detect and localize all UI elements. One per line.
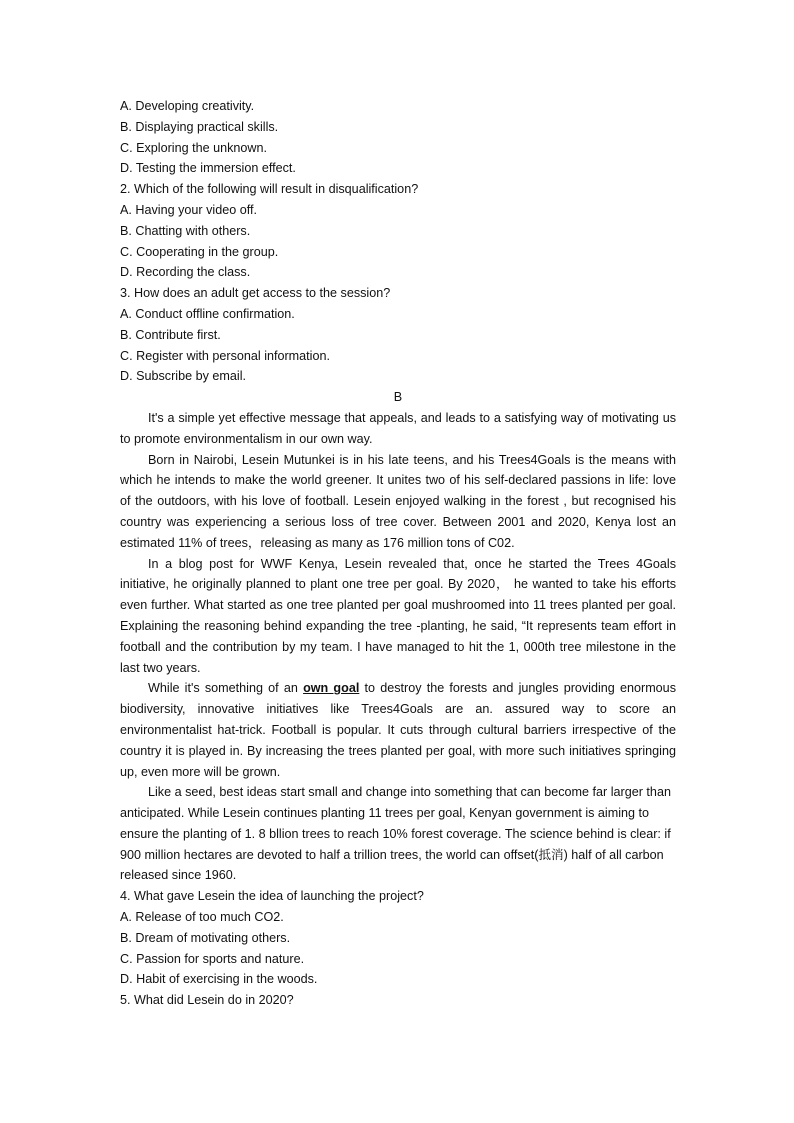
q3-option-d: D. Subscribe by email. xyxy=(120,369,246,384)
q1-option-a: A. Developing creativity. xyxy=(120,99,255,113)
paragraph-4-lead: While it's something of an xyxy=(148,681,304,696)
q2-option-b: B. Chatting with others. xyxy=(120,223,251,238)
q1-option-c: C. Exploring the unknown. xyxy=(120,140,268,155)
q2-option-d: D. Recording the class. xyxy=(120,265,251,280)
passage-b-label: B xyxy=(393,390,403,405)
q3-question: 3. How does an adult get access to the session? xyxy=(120,286,391,301)
paragraph-4-rest: to destroy the forests and jungles providing enormous biodiversity, innovative initiatives like Trees4Goals are an. assured way to score an environmentalist hat-trick. Football is popular. It cuts through cultural barriers irrespective of the country it is played in. By increasing the trees planted per goal, with more such initiatives springing up, even more will be grown. xyxy=(120,681,676,779)
q4-option-b: B. Dream of motivating others. xyxy=(120,930,291,945)
q2-option-c: C. Cooperating in the group. xyxy=(120,244,279,259)
q1-option-d: D. Testing the immersion effect. xyxy=(120,161,296,176)
page-content xyxy=(120,96,676,1011)
q3-option-b: B. Contribute first. xyxy=(120,327,221,342)
q2-question: 2. Which of the following will result in disqualification? xyxy=(120,182,419,197)
q1-option-b: B. Displaying practical skills. xyxy=(120,119,279,134)
q4-question: 4. What gave Lesein the idea of launching the project? xyxy=(120,889,424,904)
q5-question: 5. What did Lesein do in 2020? xyxy=(120,993,294,1008)
q3-option-c: C. Register with personal information. xyxy=(120,348,330,363)
q2-option-a: A. Having your video off. xyxy=(120,202,257,217)
passage-b-paragraph-1: It's a simple yet effective message that appeals, and leads to a satisfying way of motivating us to promote environmentalism in our own way. xyxy=(120,410,676,446)
passage-b-paragraph-5: Like a seed, best ideas start small and change into something that can become far larger than anticipated. While Lesein continues planting 11 trees per goal, Kenyan government is aiming to ensure the planting of 1. 8 bllion trees to reach 10% forest coverage. The science behind is clear: if 900 million hectares are devoted to half a trillion trees, the world can offset(抵消) half of all carbon released since 1960. xyxy=(120,785,671,883)
passage-b-paragraph-3: In a blog post for WWF Kenya, Lesein revealed that, once he started the Trees 4Goals initiative, he originally planned to plant one tree per goal. By 2020， he wanted to take his efforts even further. What started as one tree planted per goal mushroomed into 11 trees planted per goal. Explaining the reasoning behind expanding the tree -planting, he said, “It represents team effort in football and the contribution by my team. I have managed to hit the 1, 000th tree milestone in the last two years. xyxy=(120,556,676,675)
passage-b-paragraph-2: Born in Nairobi, Lesein Mutunkei is in his late teens, and his Trees4Goals is the means with which he intends to make the world greener. It unites two of his self-declared passions in life: love of the outdoors, with his love of football. Lesein enjoyed walking in the forest , but recognised his country was experiencing a serious loss of tree cover. Between 2001 and 2020, Kenya lost an estimated 11% of trees，releasing as many as 176 million tons of C02. xyxy=(120,452,676,550)
q4-option-d: D. Habit of exercising in the woods. xyxy=(120,972,318,987)
q4-option-a: A. Release of too much CO2. xyxy=(120,910,284,925)
q4-option-c: C. Passion for sports and nature. xyxy=(120,951,305,966)
own-goal-term: own goal xyxy=(303,681,360,696)
passage-b-paragraph-4 xyxy=(120,678,676,782)
q3-option-a: A. Conduct offline confirmation. xyxy=(120,306,295,321)
